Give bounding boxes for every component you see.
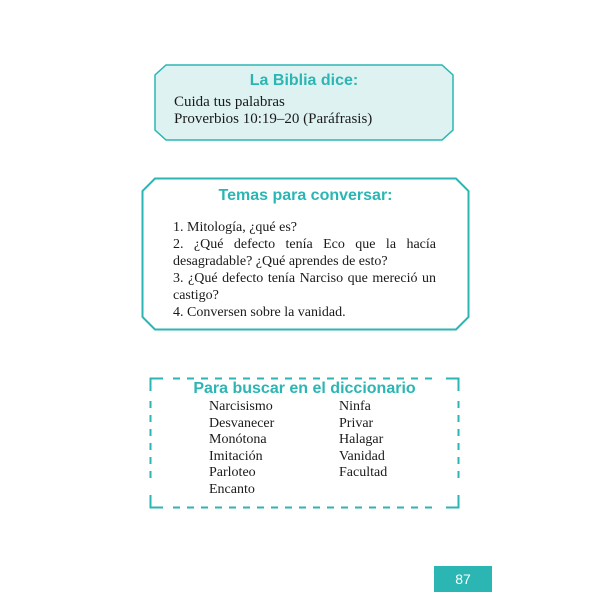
dictionary-column-2 [339, 399, 387, 482]
discussion-topics-box [141, 177, 470, 331]
topic-item: 1. Mitología, ¿qué es? [173, 220, 298, 235]
bible-text: Cuida tus palabras [174, 94, 285, 110]
dictionary-box [149, 377, 460, 509]
dictionary-word: Parloteo [209, 465, 256, 481]
topics-title: Temas para conversar: [218, 187, 393, 204]
dictionary-column-1 [209, 399, 274, 499]
page-number: 87 [434, 566, 492, 592]
topic-item: 2. ¿Qué defecto tenía Eco que la hacía desagradable? ¿Qué aprendes de esto? [173, 237, 436, 269]
topic-item: 4. Conversen sobre la vanidad. [173, 305, 346, 320]
dictionary-word: Ninfa [339, 399, 371, 414]
bible-quote-box [154, 64, 454, 141]
dictionary-word: Monótona [209, 432, 267, 448]
topic-item: 3. ¿Qué defecto tenía Narciso que mereció un castigo? [173, 271, 436, 303]
dictionary-word: Privar [339, 415, 374, 431]
dictionary-word: Vanidad [339, 448, 385, 464]
bible-reference: Proverbios 10:19–20 (Paráfrasis) [174, 111, 373, 127]
dictionary-word: Narcisismo [209, 399, 273, 414]
dictionary-title: Para buscar en el diccionario [193, 380, 416, 397]
dictionary-word: Facultad [339, 465, 388, 481]
dictionary-word: Desvanecer [209, 415, 275, 431]
dictionary-word: Imitación [209, 448, 263, 464]
topics-list [173, 219, 436, 321]
bible-title: La Biblia dice: [249, 72, 359, 89]
dictionary-word: Halagar [339, 432, 384, 448]
dictionary-word: Encanto [209, 481, 255, 497]
